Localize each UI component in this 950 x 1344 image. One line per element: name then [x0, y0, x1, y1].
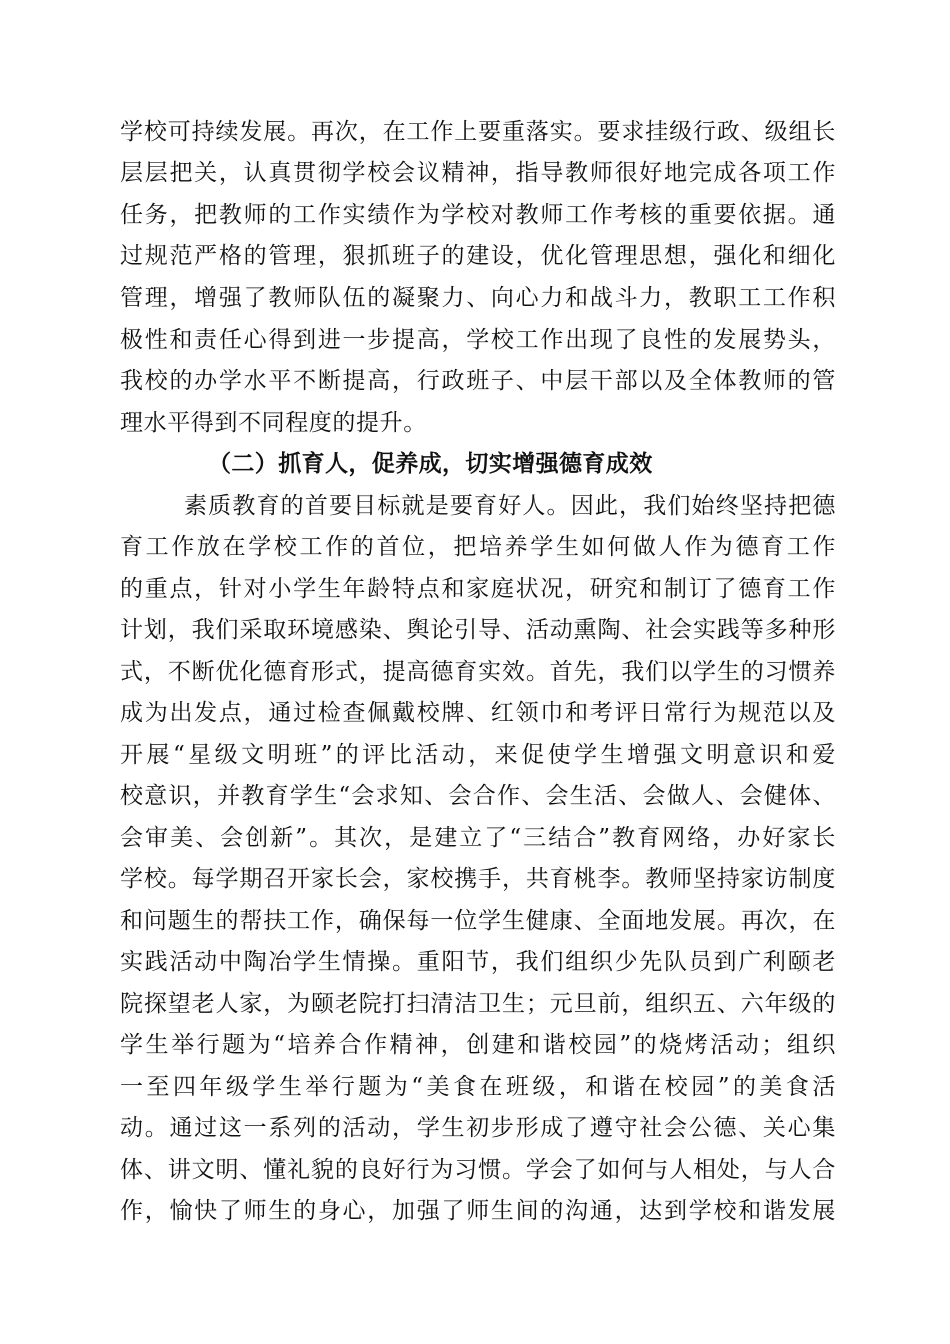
paragraph-line: 作，愉快了师生的身心，加强了师生间的沟通，达到学校和谐发展 — [120, 1198, 836, 1224]
paragraph-line: 成为出发点，通过检查佩戴校牌、红领巾和考评日常行为规范以及 — [120, 700, 836, 726]
section-heading: （二）抓育人，促养成，切实增强德育成效 — [208, 451, 653, 477]
paragraph-line: 体、讲文明、懂礼貌的良好行为习惯。学会了如何与人相处，与人合 — [120, 1157, 836, 1183]
paragraph-line: 层层把关，认真贯彻学校会议精神，指导教师很好地完成各项工作 — [120, 160, 836, 186]
paragraph-line: 学校可持续发展。再次，在工作上要重落实。要求挂级行政、级组长 — [120, 119, 836, 145]
paragraph-line: 会审美、会创新”。其次，是建立了“三结合”教育网络，办好家长 — [120, 825, 836, 851]
paragraph-line: 一至四年级学生举行题为“美食在班级，和谐在校园”的美食活 — [120, 1074, 836, 1100]
paragraph-line: 学生举行题为“培养合作精神，创建和谐校园”的烧烤活动；组织 — [120, 1032, 836, 1058]
paragraph-line: 和问题生的帮扶工作，确保每一位学生健康、全面地发展。再次，在 — [120, 908, 836, 934]
paragraph-line: 的重点，针对小学生年龄特点和家庭状况，研究和制订了德育工作 — [120, 576, 836, 602]
paragraph-line: 校意识，并教育学生“会求知、会合作、会生活、会做人、会健体、 — [120, 783, 836, 809]
paragraph-line: 我校的办学水平不断提高，行政班子、中层干部以及全体教师的管 — [120, 368, 836, 394]
paragraph-line: 素质教育的首要目标就是要育好人。因此，我们始终坚持把德 — [184, 493, 836, 519]
paragraph-line: 计划，我们采取环境感染、舆论引导、活动熏陶、社会实践等多种形 — [120, 617, 836, 643]
paragraph-line: 实践活动中陶冶学生情操。重阳节，我们组织少先队员到广利颐老 — [120, 949, 836, 975]
paragraph-line: 式，不断优化德育形式，提高德育实效。首先，我们以学生的习惯养 — [120, 659, 836, 685]
paragraph-line: 极性和责任心得到进一步提高，学校工作出现了良性的发展势头， — [120, 327, 836, 353]
paragraph-line: 管理，增强了教师队伍的凝聚力、向心力和战斗力，教职工工作积 — [120, 285, 836, 311]
paragraph-line: 动。通过这一系列的活动，学生初步形成了遵守社会公德、关心集 — [120, 1115, 836, 1141]
paragraph-line: 理水平得到不同程度的提升。 — [120, 410, 427, 436]
paragraph-line: 学校。每学期召开家长会，家校携手，共育桃李。教师坚持家访制度 — [120, 866, 836, 892]
paragraph-line: 院探望老人家，为颐老院打扫清洁卫生；元旦前，组织五、六年级的 — [120, 991, 836, 1017]
paragraph-line: 育工作放在学校工作的首位，把培养学生如何做人作为德育工作 — [120, 534, 836, 560]
paragraph-line: 任务，把教师的工作实绩作为学校对教师工作考核的重要依据。通 — [120, 202, 836, 228]
paragraph-line: 过规范严格的管理，狠抓班子的建设，优化管理思想，强化和细化 — [120, 243, 836, 269]
paragraph-line: 开展“星级文明班”的评比活动，来促使学生增强文明意识和爱 — [120, 742, 836, 768]
